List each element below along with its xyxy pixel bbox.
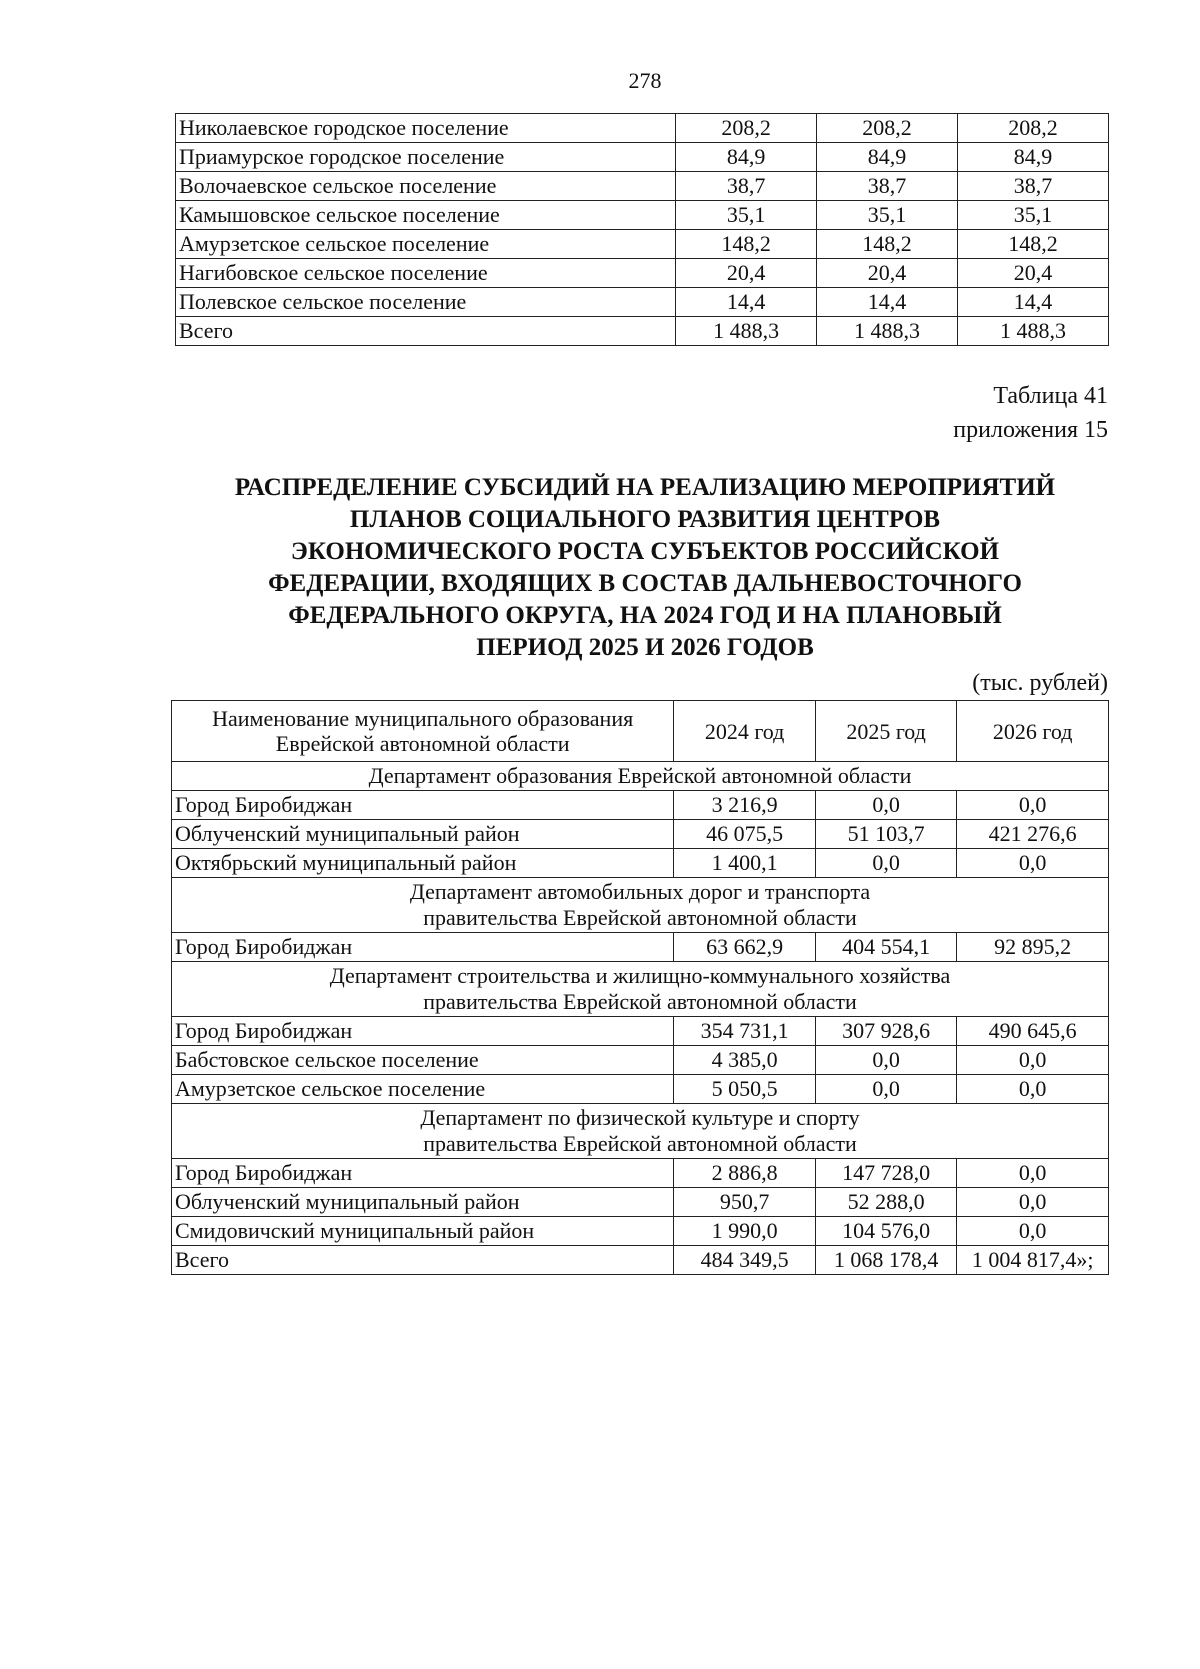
row-name: Камышовское сельское поселение xyxy=(176,201,676,230)
value-2026: 148,2 xyxy=(957,230,1108,259)
value-2025: 38,7 xyxy=(817,172,958,201)
table-row xyxy=(176,230,1109,259)
title-line: ПЛАНОВ СОЦИАЛЬНОГО РАЗВИТИЯ ЦЕНТРОВ xyxy=(349,506,941,533)
table-row xyxy=(172,1075,1109,1104)
row-name: Город Биробиджан xyxy=(172,1159,674,1188)
value-2025: 35,1 xyxy=(817,201,958,230)
department-title xyxy=(172,878,1109,933)
value-2024: 950,7 xyxy=(674,1188,816,1217)
total-row xyxy=(176,317,1109,346)
value-2025: 0,0 xyxy=(815,1075,957,1104)
department-title xyxy=(172,962,1109,1017)
table-row xyxy=(176,288,1109,317)
top-table xyxy=(175,113,1109,346)
table-row xyxy=(172,1046,1109,1075)
row-name: Облученский муниципальный район xyxy=(172,1188,674,1217)
row-name: Нагибовское сельское поселение xyxy=(176,259,676,288)
value-2024: 484 349,5 xyxy=(674,1246,816,1275)
table-row xyxy=(176,172,1109,201)
value-2026: 0,0 xyxy=(957,1075,1109,1104)
row-name: Николаевское городское поселение xyxy=(176,114,676,143)
department-heading xyxy=(172,762,1109,791)
table-row xyxy=(176,259,1109,288)
value-2024: 63 662,9 xyxy=(674,933,816,962)
value-2025: 1 068 178,4 xyxy=(815,1246,957,1275)
department-title: Департамент образования Еврейской автономной области xyxy=(172,762,1109,791)
value-2024: 1 400,1 xyxy=(674,849,816,878)
table-row xyxy=(172,1017,1109,1046)
title-line: РАСПРЕДЕЛЕНИЕ СУБСИДИЙ НА РЕАЛИЗАЦИЮ МЕРОПРИЯТИЙ xyxy=(234,474,1056,501)
table-row xyxy=(172,820,1109,849)
value-2024: 38,7 xyxy=(676,172,817,201)
table-label: Таблица 41 xyxy=(993,383,1108,409)
table-row xyxy=(172,1159,1109,1188)
title-line: ПЕРИОД 2025 И 2026 ГОДОВ xyxy=(476,634,814,661)
value-2025: 0,0 xyxy=(815,791,957,820)
department-title-line: правительства Еврейской автономной области xyxy=(423,989,857,1014)
department-title xyxy=(172,1104,1109,1159)
value-2025: 1 488,3 xyxy=(817,317,958,346)
table-caption xyxy=(953,379,1108,447)
value-2024: 5 050,5 xyxy=(674,1075,816,1104)
value-2026: 84,9 xyxy=(957,143,1108,172)
table-row xyxy=(172,791,1109,820)
header-2025: 2025 год xyxy=(815,701,957,762)
value-2024: 354 731,1 xyxy=(674,1017,816,1046)
row-name: Приамурское городское поселение xyxy=(176,143,676,172)
table-header xyxy=(172,701,1109,762)
value-2026: 38,7 xyxy=(957,172,1108,201)
value-2024: 20,4 xyxy=(676,259,817,288)
row-name: Облученский муниципальный район xyxy=(172,820,674,849)
row-name: Всего xyxy=(176,317,676,346)
table-row xyxy=(176,143,1109,172)
table-row xyxy=(176,114,1109,143)
row-name: Волочаевское сельское поселение xyxy=(176,172,676,201)
row-name: Город Биробиджан xyxy=(172,1017,674,1046)
value-2025: 104 576,0 xyxy=(815,1217,957,1246)
row-name: Смидовичский муниципальный район xyxy=(172,1217,674,1246)
header-name xyxy=(172,701,674,762)
header-name-line: Еврейской автономной области xyxy=(275,731,570,756)
value-2024: 2 886,8 xyxy=(674,1159,816,1188)
value-2025: 14,4 xyxy=(817,288,958,317)
value-2026: 0,0 xyxy=(957,1159,1109,1188)
value-2024: 1 990,0 xyxy=(674,1217,816,1246)
value-2024: 1 488,3 xyxy=(676,317,817,346)
title-line: ЭКОНОМИЧЕСКОГО РОСТА СУБЪЕКТОВ РОССИЙСКОЙ xyxy=(290,538,1000,565)
value-2026: 20,4 xyxy=(957,259,1108,288)
department-title-line: правительства Еврейской автономной области xyxy=(423,1131,857,1156)
row-name: Полевское сельское поселение xyxy=(176,288,676,317)
value-2025: 51 103,7 xyxy=(815,820,957,849)
value-2025: 208,2 xyxy=(817,114,958,143)
department-heading xyxy=(172,1104,1109,1159)
department-title-line: Департамент автомобильных дорог и транспорта xyxy=(409,879,871,904)
unit-note: (тыс. рублей) xyxy=(972,670,1108,696)
row-name: Всего xyxy=(172,1246,674,1275)
value-2024: 46 075,5 xyxy=(674,820,816,849)
value-2024: 4 385,0 xyxy=(674,1046,816,1075)
value-2026: 421 276,6 xyxy=(957,820,1109,849)
value-2024: 14,4 xyxy=(676,288,817,317)
row-name: Город Биробиджан xyxy=(172,933,674,962)
value-2026: 1 004 817,4»; xyxy=(957,1246,1109,1275)
appendix-label: приложения 15 xyxy=(953,417,1108,443)
value-2025: 148,2 xyxy=(817,230,958,259)
total-row xyxy=(172,1246,1109,1275)
value-2026: 1 488,3 xyxy=(957,317,1108,346)
row-name: Октябрьский муниципальный район xyxy=(172,849,674,878)
value-2026: 92 895,2 xyxy=(957,933,1109,962)
value-2025: 84,9 xyxy=(817,143,958,172)
title-line: ФЕДЕРАЛЬНОГО ОКРУГА, НА 2024 ГОД И НА ПЛАНОВЫЙ xyxy=(288,602,1002,629)
table-row xyxy=(176,201,1109,230)
row-name: Амурзетское сельское поселение xyxy=(176,230,676,259)
value-2026: 0,0 xyxy=(957,791,1109,820)
header-name-line: Наименование муниципального образования xyxy=(212,706,634,731)
value-2024: 208,2 xyxy=(676,114,817,143)
subsidy-table xyxy=(171,700,1109,1275)
table-row xyxy=(172,1217,1109,1246)
value-2026: 0,0 xyxy=(957,849,1109,878)
header-2026: 2026 год xyxy=(957,701,1109,762)
value-2025: 404 554,1 xyxy=(815,933,957,962)
value-2025: 52 288,0 xyxy=(815,1188,957,1217)
value-2026: 490 645,6 xyxy=(957,1017,1109,1046)
table-row xyxy=(172,1188,1109,1217)
table-row xyxy=(172,933,1109,962)
department-title-line: Департамент по физической культуре и спорту xyxy=(420,1105,860,1130)
value-2026: 14,4 xyxy=(957,288,1108,317)
value-2025: 0,0 xyxy=(815,849,957,878)
header-2024: 2024 год xyxy=(674,701,816,762)
value-2024: 84,9 xyxy=(676,143,817,172)
table-row xyxy=(172,849,1109,878)
department-title-line: правительства Еврейской автономной области xyxy=(423,905,857,930)
title-line: ФЕДЕРАЦИИ, ВХОДЯЩИХ В СОСТАВ ДАЛЬНЕВОСТОЧНОГО xyxy=(268,570,1022,597)
value-2025: 20,4 xyxy=(817,259,958,288)
value-2026: 0,0 xyxy=(957,1188,1109,1217)
value-2025: 0,0 xyxy=(815,1046,957,1075)
department-heading xyxy=(172,878,1109,933)
page-number: 278 xyxy=(628,68,662,93)
value-2025: 307 928,6 xyxy=(815,1017,957,1046)
row-name: Бабстовское сельское поселение xyxy=(172,1046,674,1075)
value-2024: 3 216,9 xyxy=(674,791,816,820)
value-2026: 208,2 xyxy=(957,114,1108,143)
department-title-line: Департамент строительства и жилищно-коммунального хозяйства xyxy=(329,963,951,988)
value-2024: 148,2 xyxy=(676,230,817,259)
row-name: Амурзетское сельское поселение xyxy=(172,1075,674,1104)
row-name: Город Биробиджан xyxy=(172,791,674,820)
value-2026: 35,1 xyxy=(957,201,1108,230)
value-2026: 0,0 xyxy=(957,1217,1109,1246)
value-2026: 0,0 xyxy=(957,1046,1109,1075)
document-title xyxy=(130,472,1160,664)
value-2025: 147 728,0 xyxy=(815,1159,957,1188)
value-2024: 35,1 xyxy=(676,201,817,230)
department-heading xyxy=(172,962,1109,1017)
